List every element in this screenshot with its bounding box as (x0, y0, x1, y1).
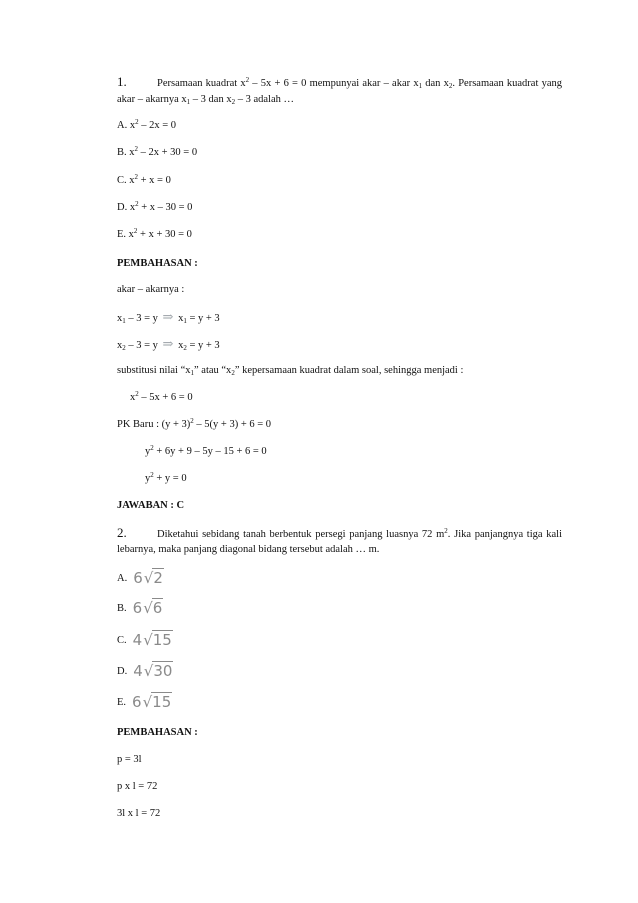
q2-option-b: B. 6√6 (117, 599, 163, 617)
q1-akar-label: akar – akarnya : (117, 284, 185, 295)
q1-option-d: D. $x^2 + x - 30 = 0$ (117, 200, 193, 213)
q2-pembahasan-heading: PEMBAHASAN : (117, 727, 198, 738)
q1-result: $y^2 + y = 0$ (145, 471, 187, 484)
q2-option-e: E. 6√15 (117, 693, 172, 711)
q2-option-d: D. 4√30 (117, 662, 173, 680)
q2-step-2: p x l = 72 (117, 781, 158, 792)
radical-expression: 6√6 (132, 599, 163, 617)
q1-jawaban: JAWABAN : C (117, 500, 185, 511)
q2-step-1: p = 3l (117, 754, 142, 765)
q1-option-b: B. $x^2 - 2x + 30 = 0$ (117, 145, 198, 158)
q1-pk-baru: PK Baru : $(y + 3)^2 - 5(y + 3) + 6 = 0$ (117, 417, 272, 430)
q1-number: 1. (117, 74, 127, 89)
q1-option-e: E. $x^2 + x + 30 = 0$ (117, 227, 192, 240)
q2-line1: 2. Diketahui sebidang tanah berbentuk persegi panjang luasnya 72 $m^2$. Jika panjangnya tiga kali (117, 525, 562, 540)
right-arrow-icon: ⇒ (162, 309, 174, 324)
q1-substitusi-text: substitusi nilai “$x_1$” atau “$x_2$” kepersamaan kuadrat dalam soal, sehingga menjadi : (117, 365, 464, 377)
q2-number: 2. (117, 525, 127, 540)
radical-expression: 4√15 (132, 631, 172, 649)
q2-line2: lebarnya, maka panjang diagonal bidang tersebut adalah … m. (117, 544, 380, 555)
q1-line1: 1. Persamaan kuadrat $x^2 - 5x + 6 = 0$ mempunyai akar – akar $x_1$ dan $x_2$. Persamaan kuadrat yang (117, 74, 562, 90)
q1-x1-line: $x_1 - 3 = y$ ⇒ $x_1 = y + 3$ (117, 309, 220, 325)
q1-option-a: A. $x^2 - 2x = 0$ (117, 118, 177, 131)
right-arrow-icon: ⇒ (162, 336, 174, 351)
radical-expression: 6√15 (132, 693, 172, 711)
radical-expression: 6√2 (133, 569, 163, 587)
q2-option-a: A. 6√2 (117, 569, 163, 587)
q1-line2: akar – akarnya $x_1 - 3$ dan $x_2 - 3$ adalah … (117, 94, 294, 106)
q1-pembahasan-heading: PEMBAHASAN : (117, 258, 198, 269)
q2-option-c: C. 4√15 (117, 631, 172, 649)
q1-x2-line: $x_2 - 3 = y$ ⇒ $x_2 = y + 3$ (117, 336, 220, 352)
q2-step-3: 3l x l = 72 (117, 808, 161, 819)
q1-option-c: C. $x^2 + x = 0$ (117, 173, 171, 186)
radical-expression: 4√30 (133, 662, 173, 680)
q1-expansion: $y^2 + 6y + 9 - 5y - 15 + 6 = 0$ (145, 444, 267, 457)
q1-equation-original: $x^2 - 5x + 6 = 0$ (130, 390, 193, 403)
